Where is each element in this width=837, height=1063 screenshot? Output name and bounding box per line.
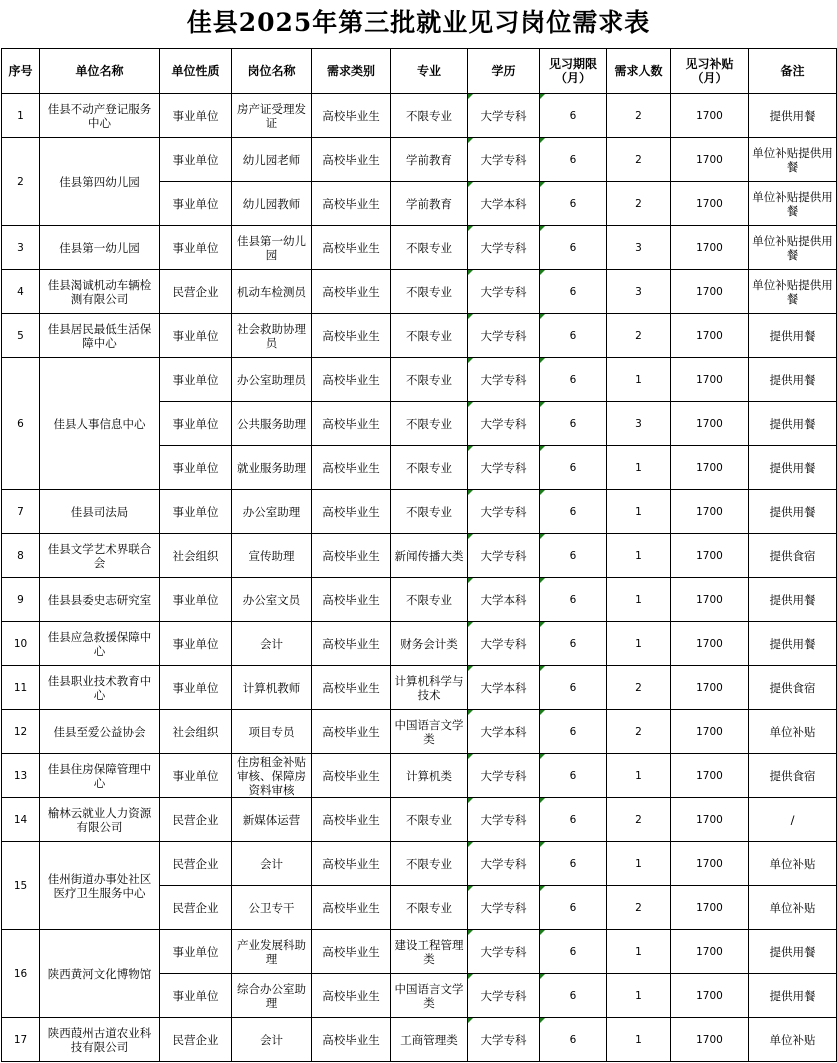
cell-period: 6 (540, 842, 607, 886)
cell-nature: 事业单位 (160, 94, 232, 138)
table-row (2, 138, 837, 182)
cell-post: 幼儿园教师 (232, 182, 312, 226)
col-header-period: 见习期限（月） (540, 49, 607, 94)
cell-major: 不限专业 (391, 314, 468, 358)
cell-unit-name: 榆林云就业人力资源有限公司 (40, 798, 160, 842)
cell-education: 大学专科 (468, 358, 540, 402)
cell-count: 1 (607, 490, 671, 534)
cell-education: 大学专科 (468, 402, 540, 446)
cell-category: 高校毕业生 (312, 622, 391, 666)
cell-education: 大学专科 (468, 446, 540, 490)
cell-category: 高校毕业生 (312, 138, 391, 182)
cell-count: 2 (607, 886, 671, 930)
cell-subsidy: 1700 (671, 94, 749, 138)
table-row (2, 666, 837, 710)
cell-post: 宣传助理 (232, 534, 312, 578)
cell-count: 1 (607, 974, 671, 1018)
cell-major: 计算机科学与技术 (391, 666, 468, 710)
cell-category: 高校毕业生 (312, 1018, 391, 1062)
cell-category: 高校毕业生 (312, 754, 391, 798)
cell-period: 6 (540, 270, 607, 314)
cell-note: 提供用餐 (749, 578, 837, 622)
cell-education: 大学本科 (468, 710, 540, 754)
cell-no: 3 (2, 226, 40, 270)
cell-post: 机动车检测员 (232, 270, 312, 314)
cell-note: 单位补贴提供用餐 (749, 138, 837, 182)
table-row (2, 1018, 837, 1062)
cell-period: 6 (540, 94, 607, 138)
cell-nature: 民营企业 (160, 842, 232, 886)
cell-education: 大学专科 (468, 534, 540, 578)
cell-subsidy: 1700 (671, 930, 749, 974)
cell-count: 3 (607, 402, 671, 446)
col-header-post: 岗位名称 (232, 49, 312, 94)
cell-period: 6 (540, 226, 607, 270)
col-header-unit: 单位名称 (40, 49, 160, 94)
cell-no: 11 (2, 666, 40, 710)
cell-subsidy: 1700 (671, 798, 749, 842)
col-header-count: 需求人数 (607, 49, 671, 94)
table-row (2, 798, 837, 842)
cell-major: 建设工程管理类 (391, 930, 468, 974)
cell-note: 提供用餐 (749, 446, 837, 490)
cell-major: 学前教育 (391, 182, 468, 226)
cell-count: 2 (607, 666, 671, 710)
page-title: 佳县2025年第三批就业见习岗位需求表 (186, 8, 651, 37)
cell-unit-name: 佳州街道办事处社区医疗卫生服务中心 (40, 842, 160, 930)
cell-note: 提供用餐 (749, 490, 837, 534)
cell-note: 提供用餐 (749, 358, 837, 402)
cell-nature: 事业单位 (160, 226, 232, 270)
cell-subsidy: 1700 (671, 754, 749, 798)
cell-note: 单位补贴提供用餐 (749, 270, 837, 314)
cell-unit-name: 佳县应急救援保障中心 (40, 622, 160, 666)
cell-subsidy: 1700 (671, 138, 749, 182)
cell-category: 高校毕业生 (312, 182, 391, 226)
table-row (2, 490, 837, 534)
cell-category: 高校毕业生 (312, 534, 391, 578)
cell-period: 6 (540, 754, 607, 798)
cell-major: 工商管理类 (391, 1018, 468, 1062)
cell-category: 高校毕业生 (312, 666, 391, 710)
cell-note: 提供用餐 (749, 94, 837, 138)
cell-post: 幼儿园老师 (232, 138, 312, 182)
cell-category: 高校毕业生 (312, 974, 391, 1018)
cell-subsidy: 1700 (671, 842, 749, 886)
cell-no: 16 (2, 930, 40, 1018)
cell-unit-name: 佳县渴诚机动车辆检测有限公司 (40, 270, 160, 314)
cell-unit-name: 佳县不动产登记服务中心 (40, 94, 160, 138)
cell-nature: 事业单位 (160, 754, 232, 798)
table-header (2, 49, 837, 94)
cell-major: 不限专业 (391, 226, 468, 270)
cell-unit-name: 佳县第四幼儿园 (40, 138, 160, 226)
cell-education: 大学专科 (468, 754, 540, 798)
cell-note: 单位补贴 (749, 842, 837, 886)
cell-count: 1 (607, 446, 671, 490)
cell-nature: 事业单位 (160, 446, 232, 490)
cell-unit-name: 佳县居民最低生活保障中心 (40, 314, 160, 358)
cell-category: 高校毕业生 (312, 358, 391, 402)
cell-unit-name: 陕西黄河文化博物馆 (40, 930, 160, 1018)
cell-category: 高校毕业生 (312, 314, 391, 358)
cell-post: 办公室助理员 (232, 358, 312, 402)
table-row (2, 930, 837, 974)
cell-count: 2 (607, 138, 671, 182)
cell-subsidy: 1700 (671, 226, 749, 270)
cell-nature: 事业单位 (160, 930, 232, 974)
cell-post: 办公室助理 (232, 490, 312, 534)
cell-major: 不限专业 (391, 490, 468, 534)
cell-period: 6 (540, 490, 607, 534)
cell-post: 会计 (232, 842, 312, 886)
cell-unit-name: 佳县司法局 (40, 490, 160, 534)
cell-nature: 社会组织 (160, 534, 232, 578)
cell-period: 6 (540, 974, 607, 1018)
cell-unit-name: 佳县至爱公益协会 (40, 710, 160, 754)
cell-category: 高校毕业生 (312, 578, 391, 622)
col-header-major: 专业 (391, 49, 468, 94)
cell-education: 大学专科 (468, 842, 540, 886)
cell-nature: 民营企业 (160, 270, 232, 314)
cell-count: 2 (607, 314, 671, 358)
cell-period: 6 (540, 886, 607, 930)
cell-post: 公共服务助理 (232, 402, 312, 446)
cell-period: 6 (540, 534, 607, 578)
cell-major: 学前教育 (391, 138, 468, 182)
cell-no: 7 (2, 490, 40, 534)
cell-major: 不限专业 (391, 446, 468, 490)
cell-period: 6 (540, 622, 607, 666)
table-row (2, 710, 837, 754)
cell-unit-name: 佳县县委史志研究室 (40, 578, 160, 622)
cell-major: 不限专业 (391, 270, 468, 314)
cell-education: 大学专科 (468, 886, 540, 930)
cell-note: 单位补贴 (749, 886, 837, 930)
cell-post: 就业服务助理 (232, 446, 312, 490)
cell-category: 高校毕业生 (312, 798, 391, 842)
cell-nature: 民营企业 (160, 886, 232, 930)
cell-count: 1 (607, 578, 671, 622)
cell-unit-name: 佳县第一幼儿园 (40, 226, 160, 270)
cell-nature: 社会组织 (160, 710, 232, 754)
cell-unit-name: 佳县文学艺术界联合会 (40, 534, 160, 578)
table-row (2, 754, 837, 798)
cell-note: 提供用餐 (749, 930, 837, 974)
cell-post: 住房租金补贴审核、保障房资料审核 (232, 754, 312, 798)
col-header-no: 序号 (2, 49, 40, 94)
cell-education: 大学本科 (468, 666, 540, 710)
cell-post: 计算机教师 (232, 666, 312, 710)
cell-post: 会计 (232, 1018, 312, 1062)
cell-count: 1 (607, 1018, 671, 1062)
cell-major: 计算机类 (391, 754, 468, 798)
cell-no: 14 (2, 798, 40, 842)
cell-nature: 事业单位 (160, 622, 232, 666)
cell-nature: 事业单位 (160, 974, 232, 1018)
cell-note: 提供食宿 (749, 534, 837, 578)
cell-major: 不限专业 (391, 798, 468, 842)
cell-major: 不限专业 (391, 578, 468, 622)
cell-note: 提供用餐 (749, 622, 837, 666)
cell-count: 1 (607, 358, 671, 402)
cell-subsidy: 1700 (671, 710, 749, 754)
cell-category: 高校毕业生 (312, 94, 391, 138)
cell-subsidy: 1700 (671, 358, 749, 402)
cell-nature: 事业单位 (160, 138, 232, 182)
cell-period: 6 (540, 710, 607, 754)
cell-category: 高校毕业生 (312, 270, 391, 314)
cell-major: 不限专业 (391, 358, 468, 402)
cell-major: 财务会计类 (391, 622, 468, 666)
cell-nature: 事业单位 (160, 578, 232, 622)
cell-no: 15 (2, 842, 40, 930)
cell-post: 公卫专干 (232, 886, 312, 930)
cell-education: 大学专科 (468, 138, 540, 182)
col-header-note: 备注 (749, 49, 837, 94)
cell-post: 产业发展科助理 (232, 930, 312, 974)
cell-count: 2 (607, 94, 671, 138)
cell-note: 提供食宿 (749, 754, 837, 798)
cell-education: 大学专科 (468, 94, 540, 138)
cell-note: 单位补贴提供用餐 (749, 182, 837, 226)
job-demand-table (1, 48, 837, 1062)
cell-subsidy: 1700 (671, 974, 749, 1018)
col-header-education: 学历 (468, 49, 540, 94)
cell-unit-name: 佳县住房保障管理中心 (40, 754, 160, 798)
cell-period: 6 (540, 1018, 607, 1062)
cell-education: 大学专科 (468, 974, 540, 1018)
table-row (2, 270, 837, 314)
cell-category: 高校毕业生 (312, 490, 391, 534)
cell-subsidy: 1700 (671, 666, 749, 710)
cell-note: 提供食宿 (749, 666, 837, 710)
cell-education: 大学专科 (468, 270, 540, 314)
table-body (2, 94, 837, 1062)
cell-no: 13 (2, 754, 40, 798)
cell-nature: 事业单位 (160, 666, 232, 710)
cell-category: 高校毕业生 (312, 402, 391, 446)
col-header-category: 需求类别 (312, 49, 391, 94)
cell-nature: 民营企业 (160, 1018, 232, 1062)
cell-period: 6 (540, 930, 607, 974)
cell-no: 12 (2, 710, 40, 754)
cell-major: 不限专业 (391, 402, 468, 446)
cell-note: 提供用餐 (749, 402, 837, 446)
cell-nature: 事业单位 (160, 402, 232, 446)
cell-post: 综合办公室助理 (232, 974, 312, 1018)
cell-no: 1 (2, 94, 40, 138)
cell-note: 单位补贴 (749, 710, 837, 754)
cell-post: 会计 (232, 622, 312, 666)
cell-note: 单位补贴提供用餐 (749, 226, 837, 270)
cell-period: 6 (540, 358, 607, 402)
cell-education: 大学专科 (468, 930, 540, 974)
cell-category: 高校毕业生 (312, 842, 391, 886)
cell-subsidy: 1700 (671, 490, 749, 534)
cell-major: 不限专业 (391, 886, 468, 930)
cell-subsidy: 1700 (671, 270, 749, 314)
cell-post: 办公室文员 (232, 578, 312, 622)
table-row (2, 94, 837, 138)
cell-count: 2 (607, 710, 671, 754)
cell-period: 6 (540, 182, 607, 226)
cell-major: 中国语言文学类 (391, 710, 468, 754)
cell-nature: 事业单位 (160, 358, 232, 402)
cell-no: 4 (2, 270, 40, 314)
header-row (2, 49, 837, 94)
cell-post: 社会救助协理员 (232, 314, 312, 358)
cell-no: 6 (2, 358, 40, 490)
cell-subsidy: 1700 (671, 622, 749, 666)
cell-subsidy: 1700 (671, 534, 749, 578)
cell-period: 6 (540, 138, 607, 182)
cell-subsidy: 1700 (671, 314, 749, 358)
cell-period: 6 (540, 402, 607, 446)
cell-category: 高校毕业生 (312, 446, 391, 490)
table-row (2, 534, 837, 578)
col-header-nature: 单位性质 (160, 49, 232, 94)
table-row (2, 578, 837, 622)
cell-period: 6 (540, 666, 607, 710)
cell-subsidy: 1700 (671, 446, 749, 490)
cell-unit-name: 佳县职业技术教育中心 (40, 666, 160, 710)
cell-count: 3 (607, 226, 671, 270)
col-header-subsidy: 见习补贴（月） (671, 49, 749, 94)
cell-subsidy: 1700 (671, 578, 749, 622)
cell-major: 不限专业 (391, 842, 468, 886)
cell-note: 提供用餐 (749, 314, 837, 358)
cell-no: 8 (2, 534, 40, 578)
cell-subsidy: 1700 (671, 402, 749, 446)
table-row (2, 842, 837, 886)
cell-subsidy: 1700 (671, 1018, 749, 1062)
cell-education: 大学专科 (468, 1018, 540, 1062)
cell-count: 2 (607, 182, 671, 226)
cell-subsidy: 1700 (671, 886, 749, 930)
cell-unit-name: 陕西葭州古道农业科技有限公司 (40, 1018, 160, 1062)
cell-period: 6 (540, 314, 607, 358)
cell-count: 1 (607, 754, 671, 798)
cell-period: 6 (540, 798, 607, 842)
cell-count: 1 (607, 842, 671, 886)
cell-note: 单位补贴 (749, 1018, 837, 1062)
table-row (2, 226, 837, 270)
table-row (2, 314, 837, 358)
cell-category: 高校毕业生 (312, 226, 391, 270)
cell-nature: 民营企业 (160, 798, 232, 842)
cell-subsidy: 1700 (671, 182, 749, 226)
cell-post: 房产证受理发证 (232, 94, 312, 138)
cell-post: 新媒体运营 (232, 798, 312, 842)
cell-note: 提供用餐 (749, 974, 837, 1018)
cell-category: 高校毕业生 (312, 710, 391, 754)
cell-count: 3 (607, 270, 671, 314)
cell-post: 佳县第一幼儿园 (232, 226, 312, 270)
cell-nature: 事业单位 (160, 314, 232, 358)
cell-no: 9 (2, 578, 40, 622)
cell-unit-name: 佳县人事信息中心 (40, 358, 160, 490)
cell-education: 大学专科 (468, 798, 540, 842)
cell-major: 中国语言文学类 (391, 974, 468, 1018)
cell-no: 2 (2, 138, 40, 226)
cell-count: 1 (607, 622, 671, 666)
cell-count: 2 (607, 798, 671, 842)
cell-education: 大学专科 (468, 314, 540, 358)
cell-note: / (749, 798, 837, 842)
cell-major: 新闻传播大类 (391, 534, 468, 578)
cell-no: 10 (2, 622, 40, 666)
cell-nature: 事业单位 (160, 182, 232, 226)
table-row (2, 358, 837, 402)
cell-period: 6 (540, 446, 607, 490)
cell-no: 17 (2, 1018, 40, 1062)
cell-period: 6 (540, 578, 607, 622)
cell-education: 大学本科 (468, 578, 540, 622)
cell-category: 高校毕业生 (312, 886, 391, 930)
cell-category: 高校毕业生 (312, 930, 391, 974)
cell-education: 大学专科 (468, 622, 540, 666)
cell-nature: 事业单位 (160, 490, 232, 534)
cell-education: 大学专科 (468, 490, 540, 534)
cell-count: 1 (607, 534, 671, 578)
table-row (2, 622, 837, 666)
cell-education: 大学专科 (468, 226, 540, 270)
cell-education: 大学本科 (468, 182, 540, 226)
cell-count: 1 (607, 930, 671, 974)
cell-major: 不限专业 (391, 94, 468, 138)
cell-no: 5 (2, 314, 40, 358)
cell-post: 项目专员 (232, 710, 312, 754)
